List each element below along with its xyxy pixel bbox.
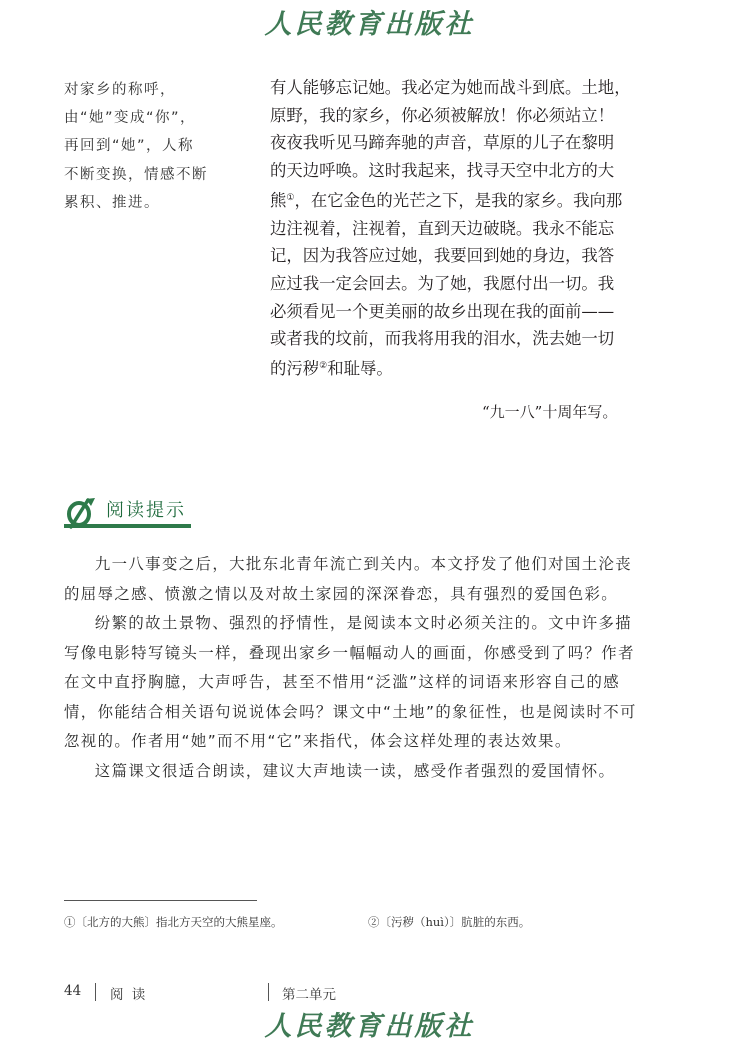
side-note-line: 对家乡的称呼， <box>64 82 176 98</box>
footnote-divider <box>64 900 257 901</box>
footnote-1: ①〔北方的大熊〕指北方天空的大熊星座。 <box>64 915 283 929</box>
publisher-logo-bottom: 人民教育出版社 <box>264 1011 475 1042</box>
publisher-logo-top: 人民教育出版社 <box>264 9 475 40</box>
text-line: 的天边呼唤。这时我起来，找寻天空中北方的大 <box>270 161 615 181</box>
footnote-ref-1[interactable]: ① <box>286 192 295 203</box>
footer-unit: 第二单元 <box>282 987 336 1003</box>
text-line: 或者我的坟前，而我将用我的泪水，洗去她一切 <box>270 329 615 349</box>
author-signature: “九一八”十周年写。 <box>482 403 618 421</box>
side-note-line: 不断变换，情感不断 <box>64 166 208 183</box>
text-fragment: 和耻辱。 <box>327 359 393 379</box>
text-line: 原野，我的家乡，你必须被解放！你必须站立！ <box>270 105 615 125</box>
text-fragment: 熊 <box>270 190 287 210</box>
side-note-line: 累积、推进。 <box>64 194 160 211</box>
footnote-ref-2[interactable]: ② <box>319 361 328 372</box>
text-fragment: 的污秽 <box>270 359 320 379</box>
text-line: 有人能够忘记她。我必定为她而战斗到底。土地， <box>270 78 631 97</box>
footer-divider <box>268 983 269 1001</box>
reading-tip-paragraph: 纷繁的故土景物、强烈的抒情性，是阅读本文时必须关注的。文中许多描写像电影特写镜头一样，叠现出家乡一幅幅动人的画面，你感受到了吗？作者在文中直抒胸臆，大声呼告，甚至不惜用“泛滥”这样的词语来形容自己的感情，你能结合相关语句说说体会吗？课文中“土地”的象征性，也是阅读时不可忽视的。作者用“她”而不用“它”来指代，体会这样处理的表达效果。 <box>64 614 637 750</box>
side-note-line: 再回到“她”，人称 <box>64 138 195 155</box>
text-line: 边注视着，注视着，直到天边破晓。我永不能忘 <box>270 218 615 238</box>
reading-tip-title: 阅读提示 <box>106 500 186 521</box>
text-line <box>270 353 648 383</box>
reading-tip-body <box>64 550 646 786</box>
footer-section: 阅 读 <box>110 987 148 1003</box>
footnote-2: ②〔污秽（huì）〕肮脏的东西。 <box>368 915 531 929</box>
reading-tip-underline <box>64 524 191 528</box>
page-number: 44 <box>64 983 82 999</box>
text-line: 夜夜我听见马蹄奔驰的声音，草原的儿子在黎明 <box>270 133 615 153</box>
reading-tip-paragraph: 这篇课文很适合朗读，建议大声地读一读，感受作者强烈的爱国情怀。 <box>94 761 616 780</box>
footer-divider <box>95 983 96 1001</box>
text-line: 应过我一定会回去。为了她，我愿付出一切。我 <box>270 273 615 293</box>
side-note-line: 由“她”变成“你”， <box>64 110 197 127</box>
text-fragment: ，在它金色的光芒之下，是我的家乡。我向那 <box>294 190 623 210</box>
text-line: 记，因为我答应过她，我要回到她的身边，我答 <box>270 246 615 266</box>
text-line <box>270 185 648 215</box>
text-line: 必须看见一个更美丽的故乡出现在我的面前—— <box>270 301 615 321</box>
side-annotation <box>64 76 234 217</box>
reading-tip-paragraph: 九一八事变之后，大批东北青年流亡到关内。本文抒发了他们对国土沦丧的屈辱之感、愤激之情以及对故土家园的深深眷恋，具有强烈的爱国色彩。 <box>64 555 633 603</box>
main-text <box>270 74 648 383</box>
